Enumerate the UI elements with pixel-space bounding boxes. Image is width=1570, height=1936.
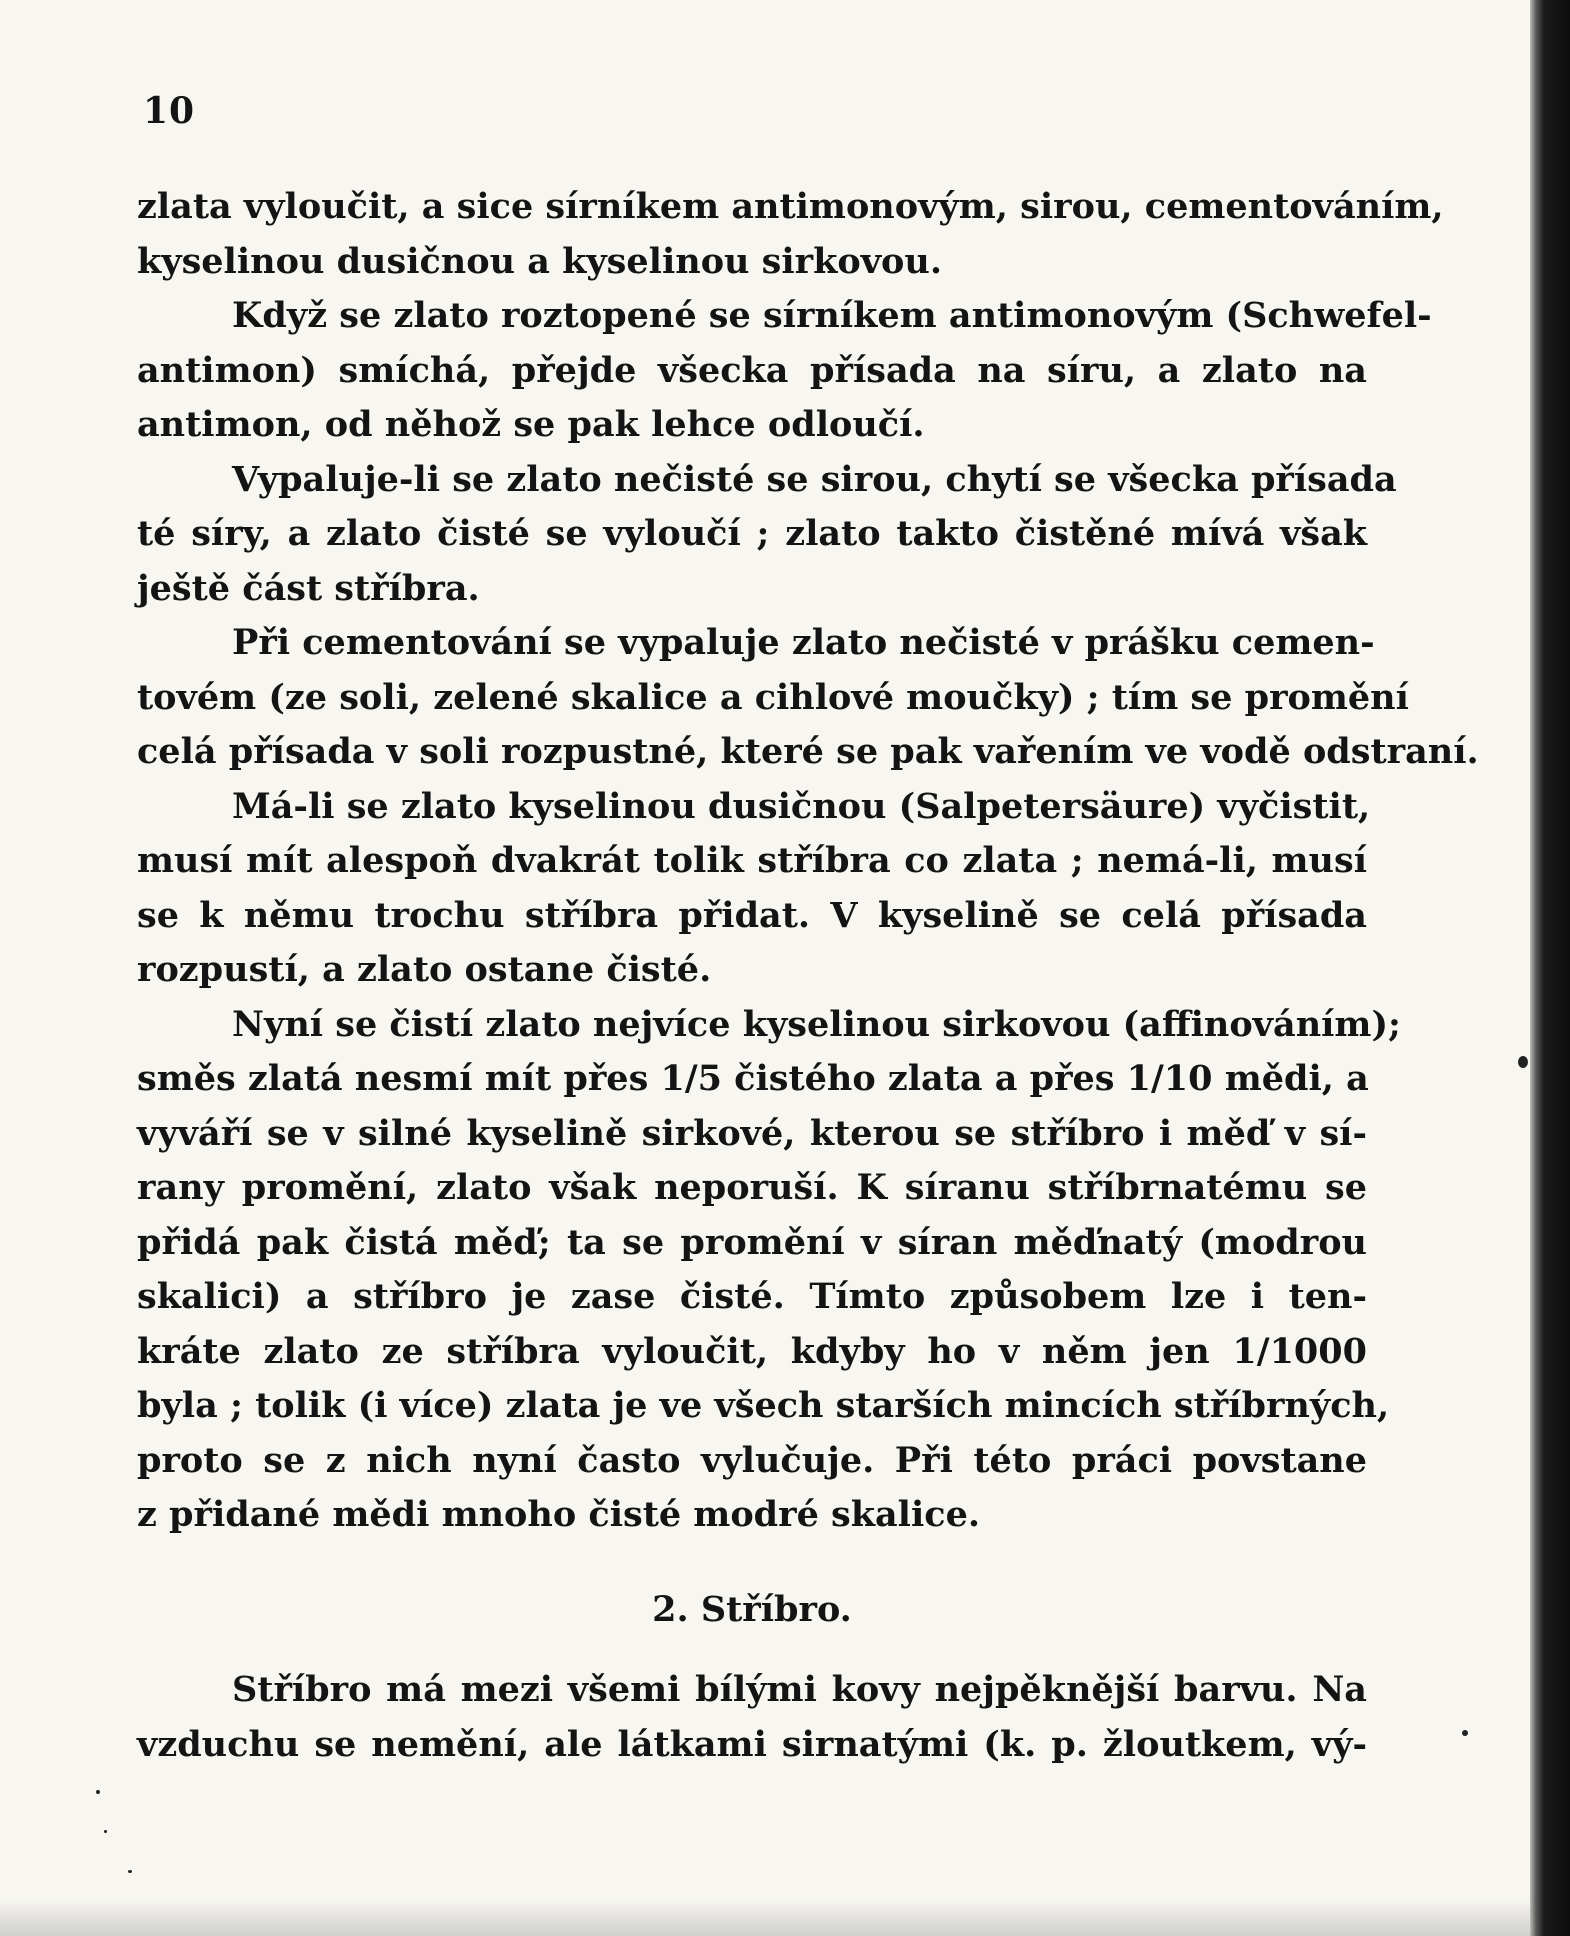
text-line: se k němu trochu stříbra přidat. V kyselině se celá přísada <box>137 894 1367 936</box>
text-line: Při cementování se vypaluje zlato nečisté v prášku cemen- <box>232 622 1375 663</box>
page-bottom-shadow <box>0 1900 1530 1936</box>
text-line: byla ; tolik (i více) zlata je ve všech starších mincích stříbrných, <box>137 1385 1390 1426</box>
text-line: musí mít alespoň dvakrát tolik stříbra co zlata ; nemá-li, musí <box>137 840 1367 881</box>
text-line: Nyní se čistí zlato nejvíce kyselinou sirkovou (affinováním); <box>232 1003 1401 1045</box>
text-line: vzduchu se nemění, ale látkami sirnatými (k. p. žloutkem, vý- <box>137 1723 1367 1765</box>
section-heading: 2. Stříbro. <box>652 1588 852 1630</box>
text-line: skalici) a stříbro je zase čisté. Tímto způsobem lze i ten- <box>137 1276 1367 1317</box>
body-text <box>137 180 1479 1772</box>
text-line: z přidané mědi mnoho čisté modré skalice. <box>137 1494 981 1535</box>
text-line: celá přísada v soli rozpustné, které se pak vařením ve vodě odstraní. <box>137 731 1479 772</box>
text-line: antimon, od něhož se pak lehce odloučí. <box>137 404 925 445</box>
text-line: ještě část stříbra. <box>137 567 480 609</box>
text-line: Má-li se zlato kyselinou dusičnou (Salpetersäure) vyčistit, <box>232 785 1371 827</box>
scan-speck <box>96 1790 100 1794</box>
text-line: proto se z nich nyní často vylučuje. Při této práci povstane <box>137 1439 1367 1481</box>
scan-speck <box>104 1830 107 1833</box>
scan-speck <box>128 1870 132 1873</box>
text-line: zlata vyloučit, a sice sírníkem antimonovým, sirou, cementováním, <box>137 186 1444 227</box>
text-line: Vypaluje-li se zlato nečisté se sirou, chytí se všecka přísada <box>232 458 1397 500</box>
text-line: antimon) smíchá, přejde všecka přísada na síru, a zlato na <box>137 349 1367 391</box>
page-number: 10 <box>143 90 196 132</box>
text-line: tovém (ze soli, zelené skalice a cihlové moučky) ; tím se promění <box>137 676 1409 718</box>
text-line: rozpustí, a zlato ostane čisté. <box>137 949 712 990</box>
text-line: rany promění, zlato však neporuší. K síranu stříbrnatému se <box>137 1167 1367 1208</box>
text-line: kráte zlato ze stříbra vyloučit, kdyby ho v něm jen 1/1000 <box>137 1330 1367 1372</box>
text-line: Stříbro má mezi všemi bílými kovy nejpěknější barvu. Na <box>232 1669 1367 1710</box>
text-line: vyváří se v silné kyselině sirkové, kterou se stříbro i měď v sí- <box>137 1112 1367 1154</box>
binding-edge-shadow <box>1530 0 1570 1936</box>
text-line: přidá pak čistá měď; ta se promění v síran měďnatý (modrou <box>137 1221 1367 1263</box>
text-line: Když se zlato roztopené se sírníkem antimonovým (Schwefel- <box>232 295 1432 336</box>
scan-speck <box>1462 1730 1468 1736</box>
text-line: směs zlatá nesmí mít přes 1/5 čistého zlata a přes 1/10 mědi, a <box>137 1058 1369 1099</box>
text-line: té síry, a zlato čisté se vyloučí ; zlato takto čistěné mívá však <box>137 513 1367 554</box>
scan-speck <box>1518 1056 1528 1068</box>
text-line: kyselinou dusičnou a kyselinou sirkovou. <box>137 240 943 282</box>
